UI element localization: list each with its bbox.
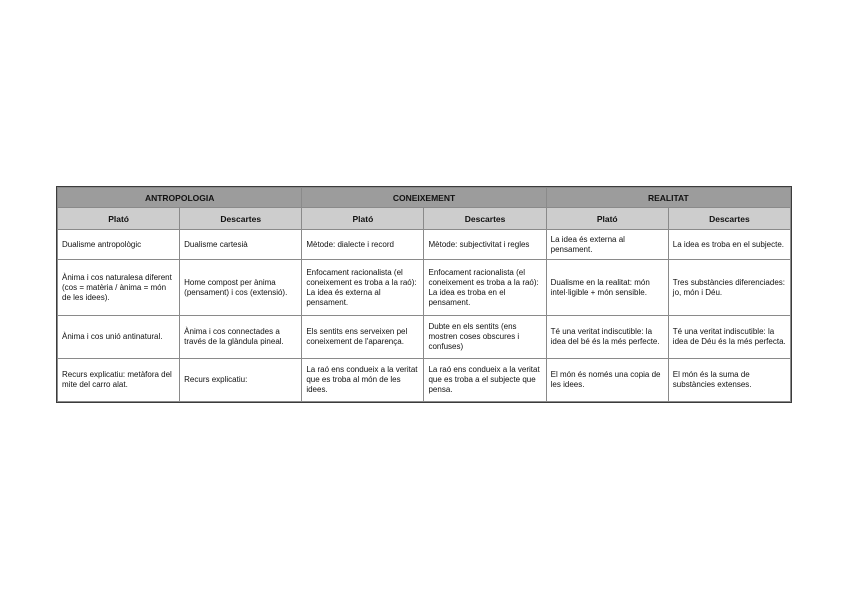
table-cell: Ànima i cos unió antinatural. xyxy=(58,316,180,359)
table-row xyxy=(58,260,791,316)
table-cell: Mètode: subjectivitat i regles xyxy=(424,230,546,260)
table-cell: Home compost per ànima (pensament) i cos (extensió). xyxy=(180,260,302,316)
table-row xyxy=(58,359,791,402)
table-cell: El món és només una copia de les idees. xyxy=(546,359,668,402)
table-cell: La idea és externa al pensament. xyxy=(546,230,668,260)
table-cell: Mètode: dialecte i record xyxy=(302,230,424,260)
subheader-row xyxy=(58,208,791,230)
subheader-cell: Plató xyxy=(58,208,180,230)
section-header-row xyxy=(58,188,791,208)
table-cell: Enfocament racionalista (el coneixement es troba a la raó): La idea es troba en el pensament. xyxy=(424,260,546,316)
table-cell: La raó ens condueix a la veritat que es troba al món de les idees. xyxy=(302,359,424,402)
table-cell: Té una veritat indiscutible: la idea del bé és la més perfecte. xyxy=(546,316,668,359)
table-cell: La idea es troba en el subjecte. xyxy=(668,230,790,260)
table-cell: El món és la suma de substàncies extenses. xyxy=(668,359,790,402)
table-cell: Dualisme antropològic xyxy=(58,230,180,260)
table-cell: Ànima i cos naturalesa diferent (cos = matèria / ànima = món de les idees). xyxy=(58,260,180,316)
section-header-realitat: REALITAT xyxy=(546,188,790,208)
table-cell: Ànima i cos connectades a través de la glàndula pineal. xyxy=(180,316,302,359)
section-header-coneixement: CONEIXEMENT xyxy=(302,188,546,208)
comparison-table xyxy=(57,187,791,402)
table-cell: Recurs explicatiu: xyxy=(180,359,302,402)
table-cell: Tres substàncies diferenciades: jo, món i Déu. xyxy=(668,260,790,316)
table-cell: Dubte en els sentits (ens mostren coses obscures i confuses) xyxy=(424,316,546,359)
section-header-antropologia: ANTROPOLOGIA xyxy=(58,188,302,208)
table-cell: Dualisme en la realitat: món intel·ligible + món sensible. xyxy=(546,260,668,316)
table-cell: Els sentits ens serveixen pel coneixement de l'aparença. xyxy=(302,316,424,359)
subheader-cell: Descartes xyxy=(180,208,302,230)
subheader-cell: Descartes xyxy=(668,208,790,230)
table-row xyxy=(58,316,791,359)
subheader-cell: Plató xyxy=(302,208,424,230)
table-cell: Recurs explicatiu: metàfora del mite del carro alat. xyxy=(58,359,180,402)
subheader-cell: Plató xyxy=(546,208,668,230)
table-row xyxy=(58,230,791,260)
subheader-cell: Descartes xyxy=(424,208,546,230)
table-cell: La raó ens condueix a la veritat que es troba a el subjecte que pensa. xyxy=(424,359,546,402)
table-cell: Enfocament racionalista (el coneixement es troba a la raó): La idea és externa al pensament. xyxy=(302,260,424,316)
table-cell: Dualisme cartesià xyxy=(180,230,302,260)
table-cell: Té una veritat indiscutible: la idea de Déu és la més perfecta. xyxy=(668,316,790,359)
